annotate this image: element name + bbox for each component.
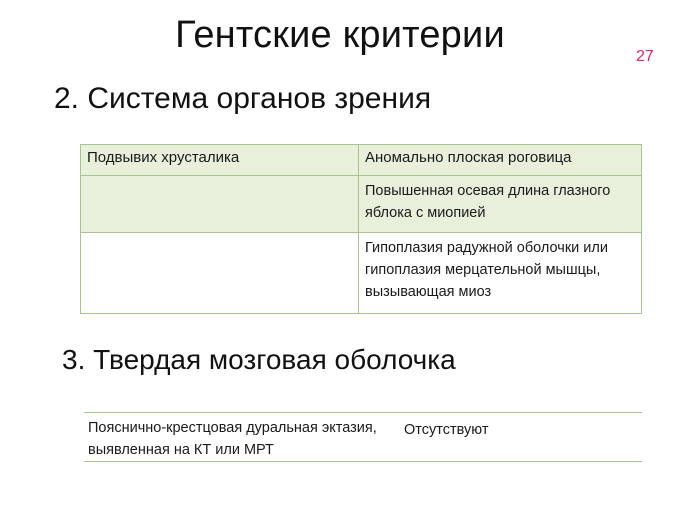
table-cell <box>81 233 359 314</box>
dura-criteria-table <box>84 412 642 462</box>
table-cell: Пояснично-крестцовая дуральная эктазия, выявленная на КТ или МРТ <box>88 420 377 458</box>
table-header-cell: Подвывих хрусталика <box>81 145 359 176</box>
table-row <box>81 233 642 314</box>
table-cell: Повышенная осевая длина глазного яблока с миопией <box>359 176 642 233</box>
table-header-row <box>81 145 642 176</box>
table-header-cell: Аномально плоская роговица <box>359 145 642 176</box>
section-heading-eye: 2. Система органов зрения <box>54 82 432 115</box>
page-number: 27 <box>636 48 654 65</box>
table-cell: Отсутствуют <box>404 422 489 438</box>
table-cell: Гипоплазия радужной оболочки или гипоплазия мерцательной мышцы, вызывающая миоз <box>359 233 642 314</box>
slide-title: Гентские критерии <box>175 14 505 56</box>
eye-criteria-table <box>80 144 642 314</box>
table-cell <box>81 176 359 233</box>
section-heading-dura: 3. Твердая мозговая оболочка <box>62 344 456 375</box>
table-row <box>81 176 642 233</box>
